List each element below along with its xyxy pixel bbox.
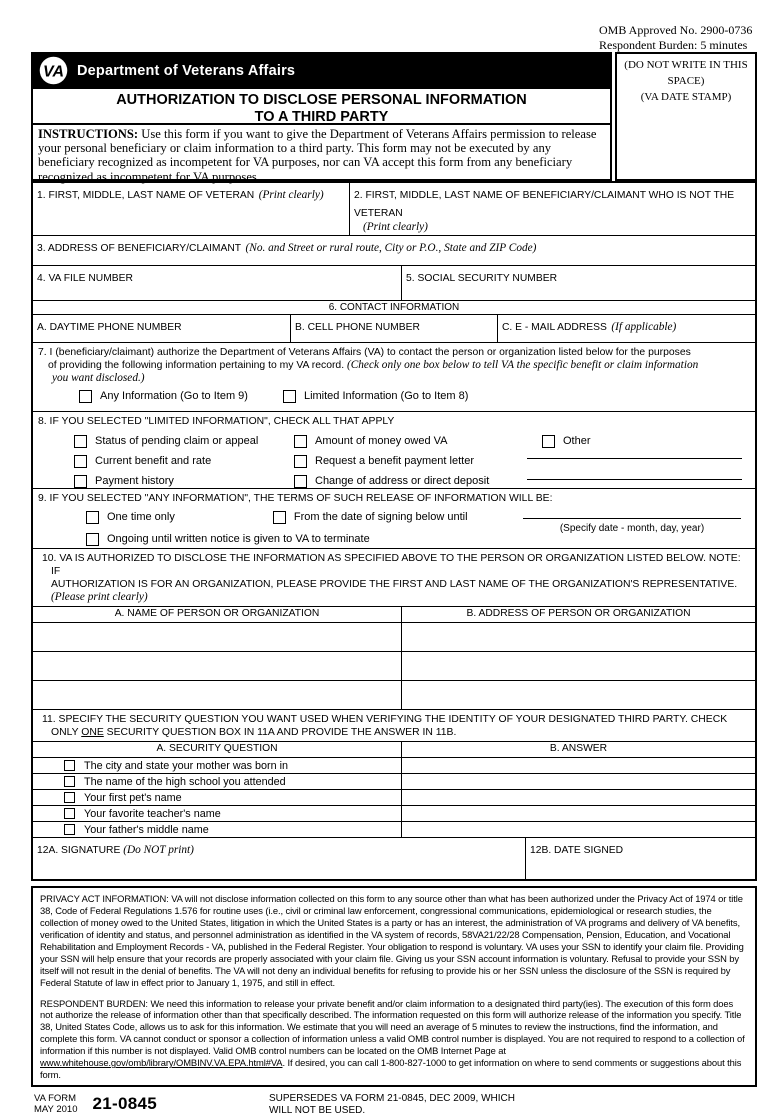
form-title-line1: AUTHORIZATION TO DISCLOSE PERSONAL INFORMATION [116, 92, 527, 108]
any-information-option [79, 390, 248, 403]
other-label: Other [563, 434, 591, 447]
section-7 [33, 343, 755, 411]
other-write-in-line-2[interactable] [527, 479, 742, 480]
signature-hint: (Do NOT print) [123, 844, 194, 856]
from-date-label: From the date of signing below until [293, 511, 468, 523]
veteran-name-label: 1. FIRST, MIDDLE, LAST NAME OF VETERAN [37, 190, 255, 201]
form-footer [31, 1093, 757, 1117]
date-signed-field[interactable] [525, 838, 755, 879]
form-body [31, 181, 757, 881]
form-21-0845 [31, 52, 757, 1117]
omb-approval: OMB Approved No. 2900-0736 [599, 23, 753, 37]
other-option [542, 435, 750, 448]
security-question-column-header: A. SECURITY QUESTION [156, 743, 278, 754]
s9-header: 9. IF YOU SELECTED "ANY INFORMATION", THE TERMS OF SUCH RELEASE OF INFORMATION WILL BE: [38, 493, 553, 504]
va-file-number-label: 4. VA FILE NUMBER [37, 273, 133, 284]
s7-line1: 7. I (beneficiary/claimant) authorize the Department of Veterans Affairs (VA) to contact the person or organization listed below for the purposes [38, 347, 691, 358]
form-date: MAY 2010 [34, 1104, 78, 1116]
ongoing-option [86, 533, 370, 546]
beneficiary-name-field[interactable] [349, 183, 755, 235]
answer-1-input[interactable] [401, 758, 755, 773]
pending-claim-option [74, 435, 294, 448]
answer-3-input[interactable] [401, 790, 755, 805]
until-date-line[interactable] [523, 518, 741, 519]
veteran-name-field[interactable] [33, 183, 349, 235]
beneficiary-name-hint: (Print clearly) [363, 221, 428, 233]
payment-history-label: Payment history [95, 474, 174, 487]
current-benefit-checkbox[interactable] [74, 455, 87, 468]
answer-column-header: B. ANSWER [401, 742, 755, 757]
question-3-label: Your first pet's name [84, 791, 182, 804]
payment-letter-checkbox[interactable] [294, 455, 307, 468]
payment-letter-label: Request a benefit payment letter [315, 454, 474, 467]
question-2-checkbox[interactable] [64, 776, 75, 787]
signature-label: 12A. SIGNATURE [37, 845, 124, 856]
security-question-row-3 [33, 789, 755, 805]
question-1-label: The city and state your mother was born in [84, 759, 289, 772]
agency-bar [31, 52, 612, 89]
money-owed-option [294, 435, 542, 448]
question-5-checkbox[interactable] [64, 824, 75, 835]
beneficiary-address-hint: (No. and Street or rural route, City or P.O., State and ZIP Code) [245, 242, 537, 254]
omb-url-link[interactable]: www.whitehouse.gov/omb/library/OMBINV.VA.EPA.html#VA [40, 1057, 283, 1069]
money-owed-label: Amount of money owed VA [315, 434, 448, 447]
question-2-label: The name of the high school you attended [84, 775, 286, 788]
s8-header: 8. IF YOU SELECTED "LIMITED INFORMATION", CHECK ALL THAT APPLY [38, 416, 395, 427]
limited-information-label: Limited Information (Go to Item 8) [303, 390, 469, 402]
payment-history-option [74, 475, 294, 488]
section-9 [33, 489, 755, 548]
ssn-label: 5. SOCIAL SECURITY NUMBER [406, 273, 558, 284]
respondent-burden: Respondent Burden: 5 minutes [599, 38, 748, 52]
org-row-2 [33, 651, 755, 680]
payment-history-checkbox[interactable] [74, 475, 87, 488]
one-time-checkbox[interactable] [86, 511, 99, 524]
beneficiary-name-label: 2. FIRST, MIDDLE, LAST NAME OF BENEFICIARY/CLAIMANT WHO IS NOT THE VETERAN [354, 190, 735, 219]
answer-4-input[interactable] [401, 806, 755, 821]
any-information-checkbox[interactable] [79, 390, 92, 403]
org-name-input-3[interactable] [33, 681, 401, 709]
org-name-column-header: A. NAME OF PERSON OR ORGANIZATION [114, 608, 320, 619]
pending-claim-label: Status of pending claim or appeal [95, 434, 259, 447]
question-5-label: Your father's middle name [84, 823, 209, 836]
instructions-text: Use this form if you want to give the Department of Veterans Affairs permission to release your personal beneficiary or claim information to a third party. This form may not be executed by any beneficiary recognized as incompetent for VA purposes, nor can VA accept this form from any beneficiary recognized as incompetent for VA purposes. [38, 127, 597, 184]
ssn-field[interactable] [401, 266, 755, 300]
org-row-3 [33, 680, 755, 709]
question-4-label: Your favorite teacher's name [84, 807, 221, 820]
s11-one-underlined: ONE [81, 727, 104, 738]
email-label: C. E - MAIL ADDRESS [502, 322, 607, 333]
form-title-line2: TO A THIRD PARTY [254, 109, 389, 126]
daytime-phone-label: A. DAYTIME PHONE NUMBER [37, 322, 182, 333]
address-change-option [294, 475, 542, 488]
section-11-header [33, 710, 755, 741]
privacy-act-paragraph: PRIVACY ACT INFORMATION: VA will not disclose information collected on this form to any source other than what has been authorized under the Privacy Act of 1974 or title 38, Code of Federal Regulations 1.576 for routine uses (i.e., civil or criminal law enforcement, congressional communications, epidemiological or research studies, the collection of money owed to the United States, litigation in which the United States is a party or has an interest, the administration of VA programs and delivery of VA benefits, verification of identity and status, and personnel administration as identified in the VA system of records, 58VA21/22/28 Compensation, Pension, Education, and Vocational Rehabilitation and Employment Records - VA, published in the Federal Register. Your obligation to respond is voluntary. VA uses your SSN to identify your claim file. Providing your SSN will help ensure that your records are properly associated with your claim file. Giving us your SSN account information is voluntary. Refusal to provide your SSN by itself will not result in the denial of benefits. The VA will not deny an individual benefits for refusing to provide his or her SSN unless the disclosure of the SSN is required by Federal Statute of law in effect prior to January 1, 1975, and still in effect. [40, 893, 744, 988]
org-address-input-2[interactable] [401, 652, 755, 680]
org-row-1 [33, 622, 755, 651]
question-3-checkbox[interactable] [64, 792, 75, 803]
payment-letter-option [294, 455, 542, 468]
beneficiary-address-field[interactable] [33, 236, 755, 265]
s7-line2-hint: (Check only one box below to tell VA the specific benefit or claim information [346, 359, 699, 371]
daytime-phone-field[interactable] [33, 315, 290, 342]
answer-5-input[interactable] [401, 822, 755, 837]
svg-text:VA: VA [43, 63, 64, 81]
other-checkbox[interactable] [542, 435, 555, 448]
stamp-line2: (VA DATE STAMP) [640, 90, 732, 103]
respondent-burden-paragraph: RESPONDENT BURDEN: We need this information to release your private benefit and/or claim information to a designated third party(ies). The execution of this form does not authorize the release of information other than that specifically described. The information requested on this form will authorize release of the information you specify. Title 38, United States Code, allows us to ask for this information. We estimate that you will need an average of 5 minutes to review the instructions, find the information, and complete this form. VA cannot conduct or sponsor a collection of information unless a valid OMB control number is displayed. You are not required to respond to a collection of information if this number is not displayed. Valid OMB control numbers can be located on the OMB Internet Page at [40, 997, 745, 1057]
veteran-name-hint: (Print clearly) [258, 189, 324, 201]
org-name-input-2[interactable] [33, 652, 401, 680]
current-benefit-label: Current benefit and rate [95, 454, 212, 467]
instructions-label: INSTRUCTIONS: [38, 127, 139, 141]
date-format-hint: (Specify date - month, day, year) [559, 523, 705, 534]
from-date-option [273, 511, 468, 524]
s11-text-post: SECURITY QUESTION BOX IN 11A AND PROVIDE THE ANSWER IN 11B. [103, 727, 457, 738]
beneficiary-address-label: 3. ADDRESS OF BENEFICIARY/CLAIMANT [37, 243, 242, 254]
pending-claim-checkbox[interactable] [74, 435, 87, 448]
limited-information-checkbox[interactable] [283, 390, 296, 403]
signature-field[interactable] [33, 838, 525, 879]
s11-text-pre: 11. SPECIFY THE SECURITY QUESTION YOU WANT USED WHEN VERIFYING THE IDENTITY OF YOUR DESIGNATED THIRD PARTY. CHECK ONLY [42, 714, 728, 738]
va-form-label: VA FORM [34, 1093, 77, 1105]
one-time-label: One time only [107, 511, 175, 523]
supersedes-line2: WILL NOT BE USED. [268, 1105, 366, 1117]
email-hint: (If applicable) [611, 321, 677, 333]
money-owed-checkbox[interactable] [294, 435, 307, 448]
s7-line2: of providing the following information pertaining to my VA record. [48, 360, 347, 371]
form-title [31, 89, 612, 125]
s10-line2: AUTHORIZATION IS FOR AN ORGANIZATION, PLEASE PROVIDE THE FIRST AND LAST NAME OF THE ORGANIZATION'S REPRESENTATIVE. [51, 579, 738, 590]
cell-phone-field[interactable] [290, 315, 497, 342]
form-number: 21-0845 [92, 1094, 157, 1114]
org-address-column-header: B. ADDRESS OF PERSON OR ORGANIZATION [401, 607, 755, 622]
privacy-act-box [31, 886, 757, 1087]
stamp-line1: (DO NOT WRITE IN THIS SPACE) [624, 59, 748, 87]
date-stamp-box [615, 52, 757, 181]
instructions [31, 125, 612, 184]
respondent-burden-paragraph-end: . If desired, you can call 1-800-827-1000 to get information on where to send comments or suggestions about this form. [40, 1057, 742, 1081]
answer-2-input[interactable] [401, 774, 755, 789]
address-change-checkbox[interactable] [294, 475, 307, 488]
s10-hint: (Please print clearly) [51, 591, 148, 603]
ongoing-checkbox[interactable] [86, 533, 99, 546]
question-1-checkbox[interactable] [64, 760, 75, 771]
form-header [31, 52, 757, 184]
security-question-row-2 [33, 773, 755, 789]
org-address-input-1[interactable] [401, 623, 755, 651]
s7-line3-hint: you want disclosed.) [52, 372, 145, 384]
from-date-checkbox[interactable] [273, 511, 286, 524]
address-change-label: Change of address or direct deposit [315, 474, 490, 487]
s10-line1: 10. VA IS AUTHORIZED TO DISCLOSE THE INFORMATION AS SPECIFIED ABOVE TO THE PERSON OR ORGANIZATION LISTED BELOW. NOTE: IF [42, 553, 741, 577]
section-10-header [33, 549, 755, 606]
supersedes-line1: SUPERSEDES VA FORM 21-0845, DEC 2009, WHICH [268, 1093, 515, 1105]
omb-info [599, 23, 752, 53]
agency-name: Department of Veterans Affairs [77, 62, 296, 79]
any-information-label: Any Information (Go to Item 9) [100, 390, 248, 402]
email-field[interactable] [497, 315, 755, 342]
org-address-input-3[interactable] [401, 681, 755, 709]
cell-phone-label: B. CELL PHONE NUMBER [295, 322, 420, 333]
security-question-row-5 [33, 821, 755, 837]
security-question-row-4 [33, 805, 755, 821]
one-time-option [86, 511, 175, 524]
other-write-in-line-1[interactable] [527, 458, 742, 459]
va-logo-icon [39, 56, 68, 85]
limited-information-option [283, 390, 468, 403]
section-8 [33, 412, 755, 488]
va-file-number-field[interactable] [33, 266, 401, 300]
security-question-row-1 [33, 757, 755, 773]
contact-info-header: 6. CONTACT INFORMATION [328, 302, 460, 313]
current-benefit-option [74, 455, 294, 468]
question-4-checkbox[interactable] [64, 808, 75, 819]
ongoing-label: Ongoing until written notice is given to VA to terminate [107, 533, 370, 545]
org-name-input-1[interactable] [33, 623, 401, 651]
date-signed-label: 12B. DATE SIGNED [530, 845, 624, 856]
